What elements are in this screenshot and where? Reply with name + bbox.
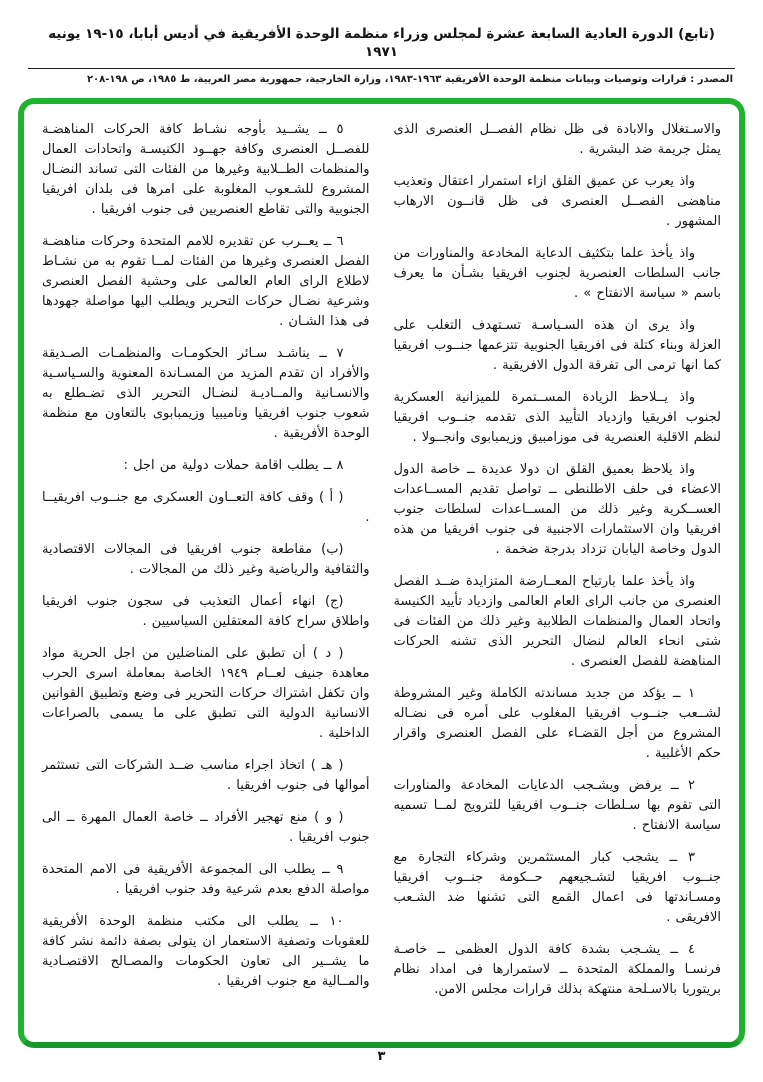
paragraph: ( و ) منع تهجير الأفراد ــ خاصة العمال المهرة ــ الى جنوب افريقيا . [42,810,370,845]
paragraph: واذ يــلاحظ الزيادة المســتمرة للميزانية العسكرية لجنوب افريقيا وازدياد التأييد الذى تقدمه جنــوب افريقيا لنظم الاقلية العنصرية فى موزامبيق وزيمبابوى وانجــولا . [393,390,721,445]
paragraph: والاسـتغلال والابادة فى ظل نظام الفصــل العنصرى الذى يمثل جريمة ضد البشرية . [393,122,721,157]
two-column-text-layout [42,120,721,1028]
paragraph: ( د ) أن تطبق على المناضلين من اجل الحرية مواد معاهدة جنيف لعــام ١٩٤٩ الخاصة بمعاملة اسرى الحرب وان تكفل اشتراك حركات التحرير فى وضع وتطبيق القوانين الانسانية الدولية التى تطبق على ما يسمى بالصراعات الداخلية . [42,646,370,741]
paragraph: ٣ ــ يشجب كبار المستثمرين وشركاء التجارة مع جنــوب افريقيا لتشـجيعهم حــكومة جنــوب افريقيا ومسـاندتها فى اعمال القمع التى تشنها ضد الشـعب الافريقى . [393,850,721,925]
paragraph: ٥ ــ يشــيد بأوجه نشـاط كافة الحركات المناهضـة للفصــل العنصرى وكافة جهــود الكنيسـة واتحادات العمال والمنظمات الطــلابية وغيرها من الفئات التى تساند النضـال المشروع للشـعوب المغلوبة على امرها فى بلدان افريقيا الجنوبية والتى تقاطع العنصريين فى جنوب افريقيا . [42,122,370,217]
left-text-column [42,120,370,1028]
paragraph: واذ يأخذ علما بارتياح المعــارضة المتزايدة ضــد الفصل العنصرى من جانب الراى العام العالمى وازدياد تأييد الكنيسة واتحاد العمال والمنظمات الطلابية وغير ذلك من الفئات فى شتى انحاء العالم لنضال التحرير الذى تشنه الحركات المناهضة للفصل العنصرى . [393,574,721,669]
page-number: ٣ [377,1049,386,1064]
paragraph: ( هـ ) اتخاذ اجراء مناسب ضــد الشركات التى تستثمر أموالها فى جنوب افريقيا . [42,758,370,793]
paragraph: ٨ ــ يطلب اقامة حملات دولية من اجل : [123,458,344,473]
paragraph: واذ يلاحظ بعميق القلق ان دولا عديدة ــ خاصة الدول الاعضاء فى حلف الاطلنطى ــ تواصل تقديم المســاعدات العســكرية وغير ذلك من المســاعدات لسلطات جنوب افريقيا وان الاستثمارات الاجنبية فى جنوب افريقيا من هذه الدول وخاصة اليابان تزداد بدرجة ضخمة . [393,462,721,557]
header-divider [28,68,735,69]
right-text-column [394,120,722,1028]
paragraph: ٢ ــ يرفض ويشـجب الدعايات المخادعة والمناورات التى تقوم بها سـلطات جنــوب افريقيا للترويج لمــا تسميه سياسة الانفتاح . [393,778,721,833]
green-highlight-frame [18,98,745,1048]
paragraph: ١٠ ــ يطلب الى مكتب منظمة الوحدة الأفريقية للعقوبات وتصفية الاستعمار ان يتولى بصفة دائمة نشر كافة ما يشــير الى تعاون الحكومات والمصـالح الاقتصـادية والمــالية مع جنوب افريقيا . [42,914,370,989]
paragraph: (ج) انهاء أعمال التعذيب فى سجون جنوب افريقيا واطلاق سراح كافة المعتقلين السياسيين . [42,594,370,629]
paragraph: واذ يعرب عن عميق القلق ازاء استمرار اعتقال وتعذيب مناهضى الفصــل العنصرى فى ظل قانــون الارهاب المشهور . [393,174,721,229]
paragraph: ٦ ــ يعــرب عن تقديره للامم المتحدة وحركات مناهضـة الفصل العنصرى وغيرها من الفئات لمــا تقوم به من نشـاط لاطلاع الراى العام العالمى على وحشية الفصل العنصرى وشرعية نضـال حركات التحرير ويطلب اليها مواصلة جهودها فى هذا الشـان . [42,234,370,329]
paragraph: ٤ ــ يشـجب بشدة كافة الدول العظمى ــ خاصـة فرنسـا والمملكة المتحدة ــ لاستمرارها فى امداد نظام بريتوريا بالاسـلحة منتهكة بذلك قرارات مجلس الامن. [393,942,721,997]
source-citation: المصدر : قرارات وتوصيات وبيانات منظمة الوحدة الأفريقية ١٩٦٣-١٩٨٣، وزارة الخارجية، جمهورية مصر العربية، ط ١٩٨٥، ص ١٩٨-٢٠٨ [86,74,733,86]
paragraph: ٧ ــ يناشـد سـائر الحكومـات والمنظمـات الصـديقة والأفراد ان تقدم المزيد من المسـاندة المعنوية والسـياسـية والانسـانية والمــاديـة لنضـال التحرير الذى تضـطلع به شعوب جنوب افريقيا وناميبيا وزيمبابوى بالتعاون مع منظمة الوحدة الأفريقية . [42,346,370,441]
paragraph: واذ يأخذ علما بتكثيف الدعاية المخادعة والمناورات من جانب السلطات العنصرية لجنوب افريقيا بشـأن ما يعرف باسم « سياسة الانفتاح » . [393,246,721,301]
paragraph: (ب) مقاطعة جنوب افريقيا فى المجالات الاقتصادية والثقافية والرياضية وغير ذلك من المجالات . [42,542,370,577]
paragraph: ( أ ) وقف كافة التعــاون العسكرى مع جنــوب افريقيــا . [42,490,370,525]
paragraph: ١ ــ يؤكد من جديد مساندته الكاملة وغير المشروطة لشــعب جنــوب افريقيا المغلوب على أمره فى نضـاله المشروع من أجل القضـاء على الفصل العنصرى واقرار حكم الأغلبية . [393,686,721,761]
paragraph: واذ يرى ان هذه السـياسـة تسـتهدف التغلب على العزلة وبناء كتلة فى افريقيا الجنوبية تتزعمها جنــوب افريقيا كما انها ترمى الى تفرقة الدول الافريقية . [393,318,721,373]
paragraph: ٩ ــ يطلب الى المجموعة الأفريقية فى الامم المتحدة مواصلة الدفع بعدم شرعية وفد جنوب افريقيا . [42,862,370,897]
page-title: (تابع) الدورة العادية السابعة عشرة لمجلس وزراء منظمة الوحدة الأفريقية في أديس أبابا، ١٥-١٩ يونيه ١٩٧١ [48,26,715,61]
